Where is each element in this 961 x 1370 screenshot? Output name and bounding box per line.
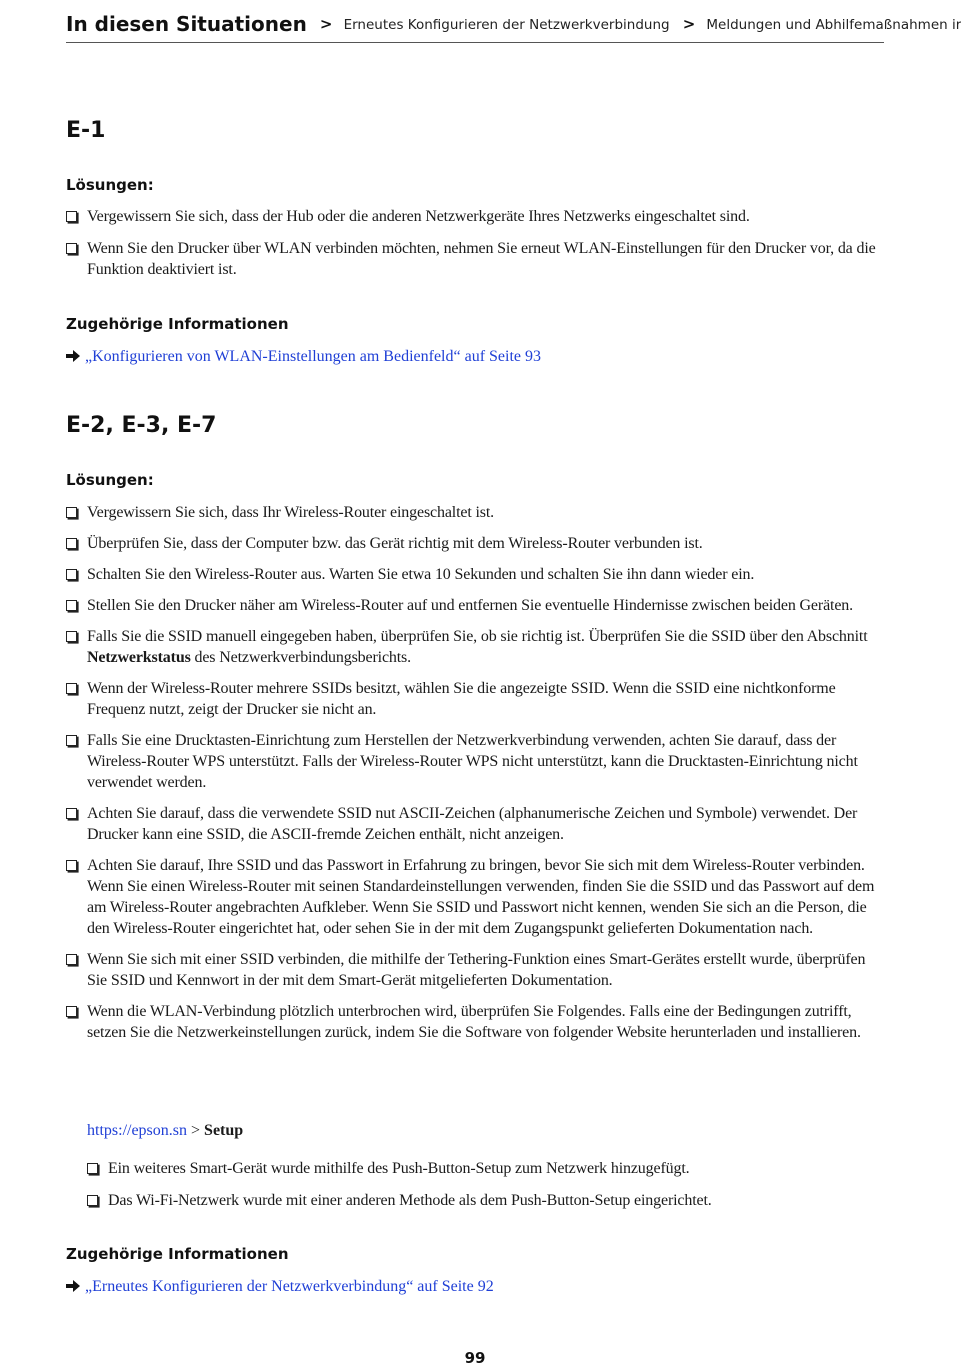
related-link[interactable]: „Erneutes Konfigurieren der Netzwerkverbindung“ auf Seite 92 xyxy=(85,1278,494,1295)
checkbox-bullet-icon xyxy=(87,1163,98,1174)
epson-setup-link[interactable]: https://epson.sn xyxy=(87,1122,188,1139)
section-title-e1: E-1 xyxy=(66,118,106,143)
checkbox-bullet-icon xyxy=(66,507,77,518)
list-item-text-part: Falls Sie die SSID manuell eingegeben haben, überprüfen Sie, ob sie richtig ist. Überprüfen Sie die SSID über den Abschnitt xyxy=(87,628,868,645)
breadcrumb xyxy=(66,10,961,43)
list-item xyxy=(66,1001,886,1043)
related-info-label: Zugehörige Informationen xyxy=(66,315,289,333)
list-item xyxy=(66,949,886,991)
checkbox-bullet-icon xyxy=(66,735,77,746)
list-item xyxy=(66,595,886,616)
checkbox-bullet-icon xyxy=(87,1195,98,1206)
list-item xyxy=(66,502,886,523)
list-item xyxy=(66,533,886,554)
checkbox-bullet-icon xyxy=(66,631,77,642)
checkbox-bullet-icon xyxy=(66,569,77,580)
list-item-text: Wenn die WLAN-Verbindung plötzlich unterbrochen wird, überprüfen Sie Folgendes. Falls eine der Bedingungen zutrifft, setzen Sie die Netzwerkeinstellungen zurück, indem Sie die Software von folgender Website herunterladen und installieren. xyxy=(87,1003,861,1041)
arrow-right-icon xyxy=(66,350,80,362)
url-separator: > xyxy=(187,1122,205,1139)
setup-label: Setup xyxy=(204,1122,244,1139)
list-item-text: Wenn Sie sich mit einer SSID verbinden, die mithilfe der Tethering-Funktion eines Smart-Gerätes erstellt wurde, überprüfen Sie SSID und Kennwort in der mit dem Smart-Gerät mitgelieferten Dokumentation. xyxy=(87,951,866,989)
checkbox-bullet-icon xyxy=(66,683,77,694)
list-item xyxy=(66,206,886,227)
list-item-text: Überprüfen Sie, dass der Computer bzw. das Gerät richtig mit dem Wireless-Router verbunden ist. xyxy=(87,535,703,552)
list-item-text: Schalten Sie den Wireless-Router aus. Warten Sie etwa 10 Sekunden und schalten Sie ihn dann wieder ein. xyxy=(87,566,755,583)
breadcrumb-item[interactable]: Meldungen und Abhilfemaßnahmen ir xyxy=(706,17,961,33)
list-item xyxy=(66,730,886,793)
list-item-text: Stellen Sie den Drucker näher am Wireless-Router auf und entfernen Sie eventuelle Hindernisse zwischen beiden Geräten. xyxy=(87,597,853,614)
list-item xyxy=(87,1158,887,1179)
breadcrumb-item[interactable]: Erneutes Konfigurieren der Netzwerkverbindung xyxy=(343,17,670,33)
list-item xyxy=(87,1190,887,1211)
checkbox-bullet-icon xyxy=(66,1006,77,1017)
page-number: 99 xyxy=(464,1349,486,1367)
list-item-text: Vergewissern Sie sich, dass Ihr Wireless-Router eingeschaltet ist. xyxy=(87,504,494,521)
related-info-label: Zugehörige Informationen xyxy=(66,1245,289,1263)
list-item xyxy=(66,238,886,280)
list-item xyxy=(66,564,886,585)
checkbox-bullet-icon xyxy=(66,538,77,549)
breadcrumb-separator: > xyxy=(682,15,696,33)
list-item-text: Falls Sie eine Drucktasten-Einrichtung zum Herstellen der Netzwerkverbindung verwenden, achten Sie darauf, dass der Wireless-Router WPS unterstützt. Falls der Wireless-Router WPS nicht unterstützt, kann die Drucktasten-Einrichtung nicht verwendet werden. xyxy=(87,732,858,791)
checkbox-bullet-icon xyxy=(66,211,77,222)
list-item-text: Das Wi-Fi-Netzwerk wurde mit einer anderen Methode als dem Push-Button-Setup eingerichtet. xyxy=(108,1192,712,1209)
related-link-row xyxy=(66,1276,494,1297)
list-item-text-part: des Netzwerkverbindungsberichts. xyxy=(190,649,411,666)
setup-url-line xyxy=(87,1120,243,1141)
list-item xyxy=(66,803,886,845)
arrow-right-icon xyxy=(66,1280,80,1292)
checkbox-bullet-icon xyxy=(66,808,77,819)
list-item xyxy=(66,626,886,668)
solutions-list xyxy=(66,502,886,1043)
conditions-list xyxy=(87,1158,887,1211)
list-item xyxy=(66,855,886,939)
section-title-e2-e3-e7: E-2, E-3, E-7 xyxy=(66,413,217,438)
checkbox-bullet-icon xyxy=(66,600,77,611)
list-item-text: Vergewissern Sie sich, dass der Hub oder die anderen Netzwerkgeräte Ihres Netzwerks eingeschaltet sind. xyxy=(87,208,750,225)
checkbox-bullet-icon xyxy=(66,860,77,871)
list-item-text xyxy=(87,628,868,666)
breadcrumb-root: In diesen Situationen xyxy=(66,12,307,36)
list-item-text: Wenn der Wireless-Router mehrere SSIDs besitzt, wählen Sie die angezeigte SSID. Wenn die SSID eine nichtkonforme Frequenz nutzt, zeigt der Drucker sie nicht an. xyxy=(87,680,836,718)
related-link[interactable]: „Konfigurieren von WLAN-Einstellungen am Bedienfeld“ auf Seite 93 xyxy=(85,348,542,365)
checkbox-bullet-icon xyxy=(66,243,77,254)
list-item-text: Achten Sie darauf, dass die verwendete SSID nut ASCII-Zeichen (alphanumerische Zeichen und Symbole) verwendet. Der Drucker kann eine SSID, die ASCII-fremde Zeichen enthält, nicht anzeigen. xyxy=(87,805,858,843)
solutions-list xyxy=(66,206,886,280)
breadcrumb-separator: > xyxy=(319,15,333,33)
solutions-label: Lösungen: xyxy=(66,176,154,194)
netzwerkstatus-term: Netzwerkstatus xyxy=(87,649,191,666)
list-item xyxy=(66,678,886,720)
checkbox-bullet-icon xyxy=(66,954,77,965)
list-item-text: Achten Sie darauf, Ihre SSID und das Passwort in Erfahrung zu bringen, bevor Sie sich mit dem Wireless-Router verbinden. Wenn Sie einen Wireless-Router mit seinen Standardeinstellungen verwenden, finden Sie die SSID und das Passwort auf dem am Wireless-Router angebrachten Aufkleber. Wenn Sie SSID und Passwort nicht kennen, wenden Sie sich an die Person, die den Wireless-Router eingerichtet hat, oder sehen Sie in der mit dem Zugangspunkt gelieferten Dokumentation nach. xyxy=(87,857,875,937)
solutions-label: Lösungen: xyxy=(66,471,154,489)
list-item-text: Ein weiteres Smart-Gerät wurde mithilfe des Push-Button-Setup zum Netzwerk hinzugefügt. xyxy=(108,1160,690,1177)
related-link-row xyxy=(66,346,541,367)
list-item-text: Wenn Sie den Drucker über WLAN verbinden möchten, nehmen Sie erneut WLAN-Einstellungen für den Drucker vor, da die Funktion deaktiviert ist. xyxy=(87,240,876,278)
